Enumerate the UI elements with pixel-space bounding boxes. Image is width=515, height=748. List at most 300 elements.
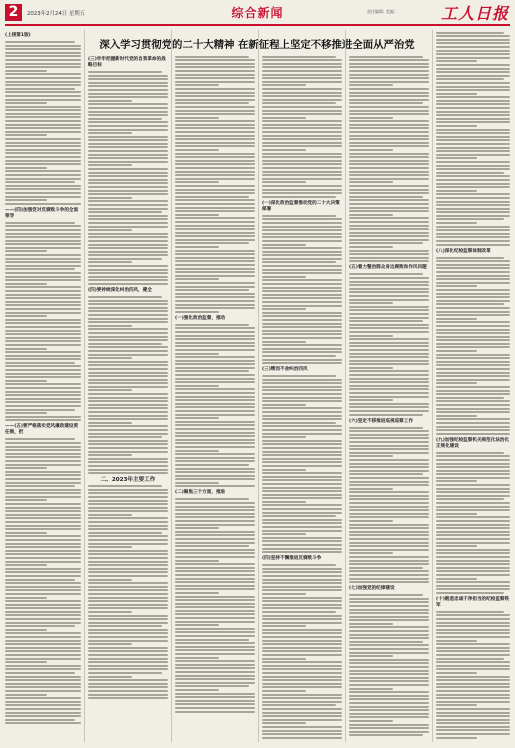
text-line <box>88 418 168 420</box>
text-line <box>88 200 168 202</box>
text-line <box>5 178 81 180</box>
text-line <box>436 325 510 327</box>
text-line <box>175 239 255 241</box>
text-line <box>5 88 75 90</box>
text-line <box>88 397 168 399</box>
text-line <box>175 542 255 544</box>
text-line <box>175 599 255 601</box>
text-line <box>5 694 47 696</box>
text-line <box>349 399 393 401</box>
text-line <box>5 712 81 714</box>
text-line <box>262 163 342 165</box>
text-line <box>5 272 81 274</box>
text-line <box>5 261 81 263</box>
text-line <box>88 525 168 527</box>
subhead: (一)深化政治监督推动党的二十大决策部署 <box>262 200 340 212</box>
text-line <box>88 175 168 177</box>
column-5 <box>349 54 429 740</box>
text-line <box>436 509 510 511</box>
text-line <box>349 581 429 583</box>
text-line <box>436 581 510 583</box>
text-line <box>262 265 342 267</box>
text-line <box>175 300 255 302</box>
text-line <box>349 302 393 304</box>
text-line <box>5 66 81 68</box>
text-line <box>88 328 168 330</box>
text-line <box>436 459 510 461</box>
text-line <box>88 339 168 341</box>
date-line: 2023年2月24日 星期五 <box>27 11 86 17</box>
body-text <box>349 427 429 584</box>
text-line <box>436 129 510 131</box>
text-line <box>5 485 75 487</box>
text-line <box>262 458 342 460</box>
text-line <box>88 436 162 438</box>
text-line <box>349 392 429 394</box>
text-line <box>88 303 168 305</box>
text-line <box>5 467 47 469</box>
text-line <box>175 331 255 333</box>
text-line <box>88 150 168 152</box>
text-line <box>349 688 393 690</box>
text-line <box>88 589 168 591</box>
text-line <box>5 499 47 501</box>
text-line <box>175 210 255 212</box>
text-line <box>175 628 255 630</box>
text-line <box>262 411 342 413</box>
text-line <box>262 386 342 388</box>
text-line <box>262 579 342 581</box>
body-text <box>88 71 168 285</box>
text-line <box>5 514 81 516</box>
text-line <box>349 466 429 468</box>
text-line <box>88 172 168 174</box>
text-line <box>88 640 168 642</box>
text-line <box>262 607 342 609</box>
text-line <box>175 145 255 147</box>
text-line <box>436 516 510 518</box>
text-line <box>436 147 510 149</box>
text-line <box>436 578 477 580</box>
text-line <box>349 406 429 408</box>
text-line <box>349 120 429 122</box>
text-line <box>349 99 429 101</box>
text-line <box>175 606 255 608</box>
text-line <box>436 32 504 34</box>
text-line <box>349 235 429 237</box>
text-line <box>436 296 510 298</box>
text-line <box>5 258 81 260</box>
text-line <box>175 77 255 79</box>
text-line <box>175 335 255 337</box>
text-line <box>175 253 255 255</box>
text-line <box>262 690 306 692</box>
text-line <box>175 374 255 376</box>
text-line <box>436 257 504 259</box>
text-line <box>436 343 510 345</box>
text-line <box>436 311 510 313</box>
text-line <box>175 95 255 97</box>
text-line <box>349 327 429 329</box>
text-line <box>436 726 510 728</box>
text-line <box>436 361 510 363</box>
text-line <box>88 539 168 541</box>
text-line <box>5 145 81 147</box>
body-text <box>262 375 342 553</box>
text-line <box>175 153 255 155</box>
text-line <box>262 323 342 325</box>
text-line <box>436 278 510 280</box>
text-line <box>175 221 255 223</box>
text-line <box>88 629 168 631</box>
text-line <box>436 686 510 688</box>
text-line <box>349 250 429 252</box>
text-line <box>88 690 168 692</box>
text-line <box>175 113 255 115</box>
text-line <box>349 113 429 115</box>
text-line <box>5 391 81 393</box>
text-line <box>349 163 429 165</box>
text-line <box>436 46 510 48</box>
text-line <box>88 121 168 123</box>
text-line <box>88 521 168 523</box>
text-line <box>436 222 477 224</box>
text-line <box>262 429 342 431</box>
text-line <box>5 471 81 473</box>
text-line <box>5 482 81 484</box>
text-line <box>175 304 255 306</box>
text-line <box>436 121 510 123</box>
text-line <box>175 453 255 455</box>
text-line <box>175 275 255 277</box>
text-line <box>436 204 510 206</box>
text-line <box>262 333 342 335</box>
text-line <box>5 607 81 609</box>
body-text <box>262 215 342 364</box>
text-line <box>175 163 255 165</box>
text-line <box>349 156 429 158</box>
text-line <box>262 326 342 328</box>
text-line <box>175 664 255 666</box>
text-line <box>5 222 75 224</box>
text-line <box>5 233 81 235</box>
text-line <box>88 100 132 102</box>
text-line <box>175 696 255 698</box>
text-line <box>349 437 429 439</box>
text-line <box>175 545 249 547</box>
text-line <box>262 564 336 566</box>
text-line <box>436 307 510 309</box>
text-line <box>5 387 81 389</box>
text-line <box>436 647 510 649</box>
text-line <box>349 124 429 126</box>
text-line <box>349 92 429 94</box>
text-line <box>88 190 168 192</box>
text-line <box>436 563 510 565</box>
text-line <box>436 473 510 475</box>
text-line <box>262 451 342 453</box>
text-line <box>436 197 510 199</box>
text-line <box>262 661 342 663</box>
text-line <box>262 504 342 506</box>
text-line <box>349 210 429 212</box>
text-line <box>349 470 429 472</box>
text-line <box>349 277 429 279</box>
text-line <box>349 131 429 133</box>
text-line <box>349 203 429 205</box>
text-line <box>262 290 342 292</box>
text-line <box>436 271 510 273</box>
text-line <box>436 336 510 338</box>
text-line <box>262 397 342 399</box>
text-line <box>262 120 342 122</box>
text-line <box>262 650 342 652</box>
text-line <box>262 676 342 678</box>
text-line <box>5 373 81 375</box>
text-line <box>349 612 429 614</box>
text-line <box>175 117 219 119</box>
body-text <box>262 564 342 740</box>
text-line <box>88 279 168 281</box>
text-line <box>436 549 510 551</box>
text-line <box>88 215 168 217</box>
text-line <box>5 113 81 115</box>
text-line <box>262 593 306 595</box>
text-line <box>349 291 429 293</box>
text-line <box>436 321 510 323</box>
text-line <box>436 93 477 95</box>
text-line <box>262 701 342 703</box>
text-line <box>349 626 429 628</box>
text-line <box>88 586 168 588</box>
text-line <box>5 192 81 194</box>
text-line <box>436 86 510 88</box>
text-line <box>262 70 342 72</box>
text-line <box>436 643 510 645</box>
text-line <box>349 288 429 290</box>
text-line <box>436 233 510 235</box>
text-line <box>5 95 81 97</box>
text-line <box>88 186 168 188</box>
text-line <box>436 694 510 696</box>
text-line <box>436 498 504 500</box>
text-line <box>88 372 168 374</box>
text-line <box>262 319 342 321</box>
text-line <box>5 109 81 111</box>
text-line <box>88 654 168 656</box>
text-line <box>262 185 342 187</box>
text-line <box>436 57 510 59</box>
text-line <box>88 93 168 95</box>
text-line <box>262 127 342 129</box>
text-line <box>5 564 47 566</box>
text-line <box>262 156 342 158</box>
text-line <box>5 134 47 136</box>
text-line <box>349 239 429 241</box>
text-line <box>436 625 510 627</box>
text-line <box>175 592 219 594</box>
text-line <box>175 99 255 101</box>
text-line <box>262 636 342 638</box>
text-line <box>262 672 342 674</box>
text-line <box>88 458 168 460</box>
text-line <box>262 600 342 602</box>
text-line <box>5 597 47 599</box>
text-line <box>88 672 162 674</box>
text-line <box>436 527 510 529</box>
text-line <box>436 329 510 331</box>
text-line <box>175 181 219 183</box>
body-text <box>175 56 255 313</box>
text-line <box>175 385 219 387</box>
text-line <box>175 639 249 641</box>
text-line <box>262 113 342 115</box>
text-line <box>88 433 168 435</box>
text-line <box>88 489 168 491</box>
text-line <box>349 349 429 351</box>
text-line <box>349 246 393 248</box>
text-line <box>5 326 81 328</box>
subhead: (二)聚焦三个方面，推进 <box>175 490 226 496</box>
text-line <box>262 279 342 281</box>
text-line <box>436 339 510 341</box>
text-line <box>88 193 168 195</box>
text-line <box>88 118 162 120</box>
text-line <box>349 59 429 61</box>
text-line <box>5 99 81 101</box>
text-line <box>349 102 423 104</box>
text-line <box>88 469 168 471</box>
text-line <box>175 356 255 358</box>
text-line <box>5 286 81 288</box>
text-line <box>88 346 168 348</box>
text-line <box>175 478 255 480</box>
text-line <box>349 356 429 358</box>
text-line <box>262 530 342 532</box>
text-line <box>436 375 510 377</box>
text-line <box>88 179 168 181</box>
text-line <box>175 360 255 362</box>
text-line <box>436 658 504 660</box>
text-line <box>262 615 342 617</box>
text-line <box>262 351 342 353</box>
text-line <box>436 190 477 192</box>
text-line <box>5 170 81 172</box>
text-line <box>5 236 81 238</box>
text-line <box>349 630 429 632</box>
text-line <box>349 560 429 562</box>
text-line <box>262 261 336 263</box>
text-line <box>175 689 219 691</box>
text-line <box>5 614 81 616</box>
text-line <box>5 704 81 706</box>
text-line <box>5 322 81 324</box>
text-line <box>175 631 255 633</box>
text-line <box>436 683 510 685</box>
text-line <box>349 363 429 365</box>
text-line <box>88 218 168 220</box>
text-line <box>349 410 429 412</box>
text-line <box>175 185 255 187</box>
text-line <box>5 478 81 480</box>
text-line <box>175 392 255 394</box>
text-line <box>175 506 255 508</box>
text-line <box>5 535 81 537</box>
text-line <box>349 509 429 511</box>
text-line <box>436 293 510 295</box>
text-line <box>5 163 81 165</box>
text-line <box>436 433 510 435</box>
text-line <box>349 260 429 262</box>
text-line <box>262 715 342 717</box>
text-line <box>349 527 429 529</box>
text-line <box>349 594 423 596</box>
text-line <box>436 229 510 231</box>
text-line <box>5 91 81 93</box>
text-line <box>175 307 255 309</box>
body-text <box>88 296 168 474</box>
text-line <box>262 625 306 627</box>
text-line <box>5 308 81 310</box>
text-line <box>5 398 81 400</box>
text-line <box>175 596 255 598</box>
subhead: ——(四)加强党对反腐败斗争的全面领导 <box>5 207 79 219</box>
text-line <box>349 253 429 255</box>
text-line <box>436 470 510 472</box>
body-text <box>349 594 429 736</box>
text-line <box>262 632 342 634</box>
text-line <box>436 466 510 468</box>
text-line <box>349 545 429 547</box>
text-line <box>436 524 510 526</box>
text-line <box>175 711 255 713</box>
text-line <box>5 84 81 86</box>
text-line <box>5 708 81 710</box>
text-line <box>5 294 81 296</box>
text-line <box>436 592 504 594</box>
subhead: (六)坚定不移推进巡视巡察工作 <box>349 418 413 424</box>
text-line <box>436 542 510 544</box>
text-line <box>436 455 510 457</box>
body-text <box>88 485 168 699</box>
text-line <box>5 604 81 606</box>
text-line <box>5 625 75 627</box>
section-title: 综合新闻 <box>231 6 284 20</box>
text-line <box>5 142 81 144</box>
text-line <box>175 442 255 444</box>
text-line <box>262 668 342 670</box>
text-line <box>262 312 342 314</box>
text-line <box>349 138 429 140</box>
text-line <box>88 514 132 516</box>
text-line <box>88 269 168 271</box>
text-line <box>262 487 342 489</box>
text-line <box>436 318 477 320</box>
text-line <box>175 56 249 58</box>
text-line <box>262 110 342 112</box>
text-line <box>349 88 429 90</box>
text-line <box>262 422 336 424</box>
text-line <box>349 488 393 490</box>
text-line <box>262 389 342 391</box>
text-line <box>436 708 510 710</box>
text-line <box>349 367 393 369</box>
text-line <box>262 229 342 231</box>
text-line <box>349 338 429 340</box>
text-line <box>436 477 510 479</box>
text-line <box>88 400 168 402</box>
text-line <box>349 214 393 216</box>
